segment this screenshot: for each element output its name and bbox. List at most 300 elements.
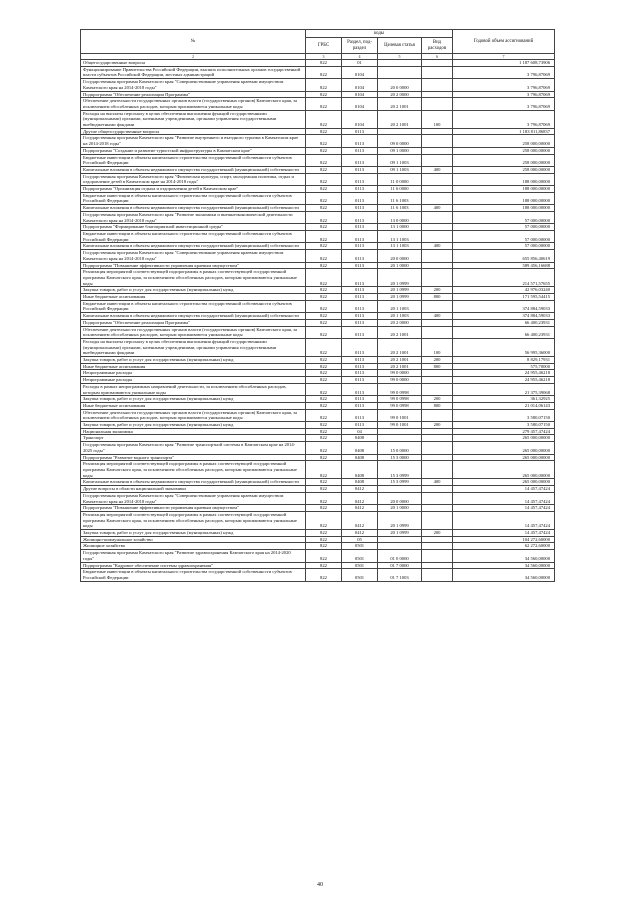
expense-type-code	[422, 91, 453, 98]
expense-type-code: 200	[422, 357, 453, 364]
amount: 42 976,03240	[453, 287, 555, 294]
table-row	[81, 250, 555, 262]
item-name: Государственная программа Камчатского края "Развитие экономики и внешнеэкономической деятельности Камчатского края на 2014-2018 годы"	[81, 211, 306, 223]
target-code	[378, 66, 422, 78]
table-row	[81, 562, 555, 569]
expense-type-code	[422, 409, 453, 421]
amount: 188 000,00000	[453, 205, 555, 212]
table-row	[81, 479, 555, 486]
table-row	[81, 224, 555, 231]
header-celevaya: Целевая статья	[378, 38, 422, 54]
expense-type-code	[422, 454, 453, 461]
grbs-code: 822	[306, 135, 342, 147]
target-code: 20 2 1001	[378, 338, 422, 356]
section-code: 0113	[342, 338, 378, 356]
table-row	[81, 357, 555, 364]
grbs-code: 822	[306, 98, 342, 110]
item-name: Бюджетные инвестиции в объекты капитального строительства государственной собственности субъектов Российской Федерации	[81, 192, 306, 204]
grbs-code: 822	[306, 110, 342, 128]
amount: 374 884,59033	[453, 313, 555, 320]
grbs-code: 822	[306, 192, 342, 204]
target-code: 99 0 0000	[378, 370, 422, 377]
table-row	[81, 454, 555, 461]
header-grbs: ГРБС	[306, 38, 342, 54]
section-code: 0408	[342, 454, 378, 461]
amount: 3 796,87069	[453, 98, 555, 110]
table-row	[81, 313, 555, 320]
expense-type-code	[422, 536, 453, 543]
grbs-code: 822	[306, 211, 342, 223]
section-code: 0113	[342, 205, 378, 212]
item-name: Реализация мероприятий соответствующей подпрограммы в рамках соответствующей государственной программы Камчатского края, за исключением обособленных расходов, которым присваиваются уникальные коды	[81, 269, 306, 287]
amount: 265 000,00000	[453, 479, 555, 486]
expense-type-code	[422, 128, 453, 135]
expense-type-code: 400	[422, 313, 453, 320]
target-code: 13 0 0000	[378, 211, 422, 223]
item-name: Подпрограмма "Формирование благоприятной инвестиционной среды"	[81, 224, 306, 231]
amount: 361,32925	[453, 396, 555, 403]
grbs-code: 822	[306, 338, 342, 356]
section-code: 0412	[342, 486, 378, 493]
grbs-code: 822	[306, 269, 342, 287]
target-code: 20 0 0000	[378, 79, 422, 91]
expense-type-code	[422, 230, 453, 242]
item-name: Другие вопросы в области национальной экономики	[81, 486, 306, 493]
table-row	[81, 492, 555, 504]
table-row	[81, 505, 555, 512]
target-code: 01 7 1003	[378, 569, 422, 581]
section-code: 0113	[342, 128, 378, 135]
table-row	[81, 110, 555, 128]
section-code: 0113	[342, 224, 378, 231]
item-name: Иные бюджетные ассигнования	[81, 402, 306, 409]
target-code: 15 0 0000	[378, 442, 422, 454]
section-code: 0113	[342, 230, 378, 242]
amount: 66 400,23931	[453, 319, 555, 326]
item-name: Государственная программа Камчатского края "Совершенствование управления краевым имуществом Камчатского края на 2014-2018 годы"	[81, 492, 306, 504]
item-name: Общегосударственные вопросы	[81, 60, 306, 67]
grbs-code: 822	[306, 454, 342, 461]
table-row	[81, 383, 555, 395]
expense-type-code: 400	[422, 205, 453, 212]
expense-type-code	[422, 300, 453, 312]
section-code: 0501	[342, 543, 378, 550]
section-code: 0113	[342, 422, 378, 429]
item-name: Бюджетные инвестиции в объекты капитального строительства государственной собственности субъектов Российской Федерации	[81, 230, 306, 242]
table-row	[81, 370, 555, 377]
expense-type-code: 100	[422, 110, 453, 128]
target-code: 11 0 0000	[378, 173, 422, 185]
amount: 62 272,60000	[453, 543, 555, 550]
expense-type-code: 400	[422, 243, 453, 250]
target-code: 20 2 0000	[378, 319, 422, 326]
expense-type-code	[422, 154, 453, 166]
grbs-code: 822	[306, 287, 342, 294]
table-row	[81, 338, 555, 356]
section-code: 0113	[342, 409, 378, 421]
table-row	[81, 428, 555, 435]
grbs-code: 822	[306, 128, 342, 135]
grbs-code: 822	[306, 243, 342, 250]
item-name: Закупка товаров, работ и услуг для государственных (муниципальных) нужд	[81, 422, 306, 429]
expense-type-code: 800	[422, 294, 453, 301]
section-code: 0113	[342, 147, 378, 154]
expense-type-code	[422, 383, 453, 395]
table-row	[81, 530, 555, 537]
amount: 258 000,00000	[453, 154, 555, 166]
item-name: Функционирование Правительства Российской Федерации, высших исполнительных органов государственной власти субъектов Российской Федерации, местных администраций	[81, 66, 306, 78]
section-code: 0113	[342, 173, 378, 185]
target-code: 99 0 1001	[378, 409, 422, 421]
grbs-code: 822	[306, 319, 342, 326]
grbs-code: 822	[306, 428, 342, 435]
section-code: 0113	[342, 319, 378, 326]
expense-type-code	[422, 428, 453, 435]
item-name: Капитальные вложения в объекты недвижимого имущества государственной (муниципальной) собственности	[81, 313, 306, 320]
item-name: Подпрограмма "Повышение эффективности управления краевым имуществом"	[81, 262, 306, 269]
expense-type-code	[422, 569, 453, 581]
target-code: 99 0 0998	[378, 396, 422, 403]
target-code: 13 1 0000	[378, 224, 422, 231]
expense-type-code	[422, 505, 453, 512]
section-code: 0113	[342, 294, 378, 301]
target-code: 20 2 1001	[378, 110, 422, 128]
expense-type-code	[422, 173, 453, 185]
grbs-code: 822	[306, 530, 342, 537]
amount: 14 457,47424	[453, 492, 555, 504]
item-name: Государственная программа Камчатского края "Развитие внутреннего и въездного туризма в Камчатском крае на 2014-2018 годы"	[81, 135, 306, 147]
item-name: Закупка товаров, работ и услуг для государственных (муниципальных) нужд	[81, 396, 306, 403]
expense-type-code	[422, 326, 453, 338]
section-code: 0104	[342, 98, 378, 110]
grbs-code: 822	[306, 550, 342, 562]
grbs-code: 822	[306, 262, 342, 269]
target-code: 09 1 1003	[378, 154, 422, 166]
expense-type-code: 800	[422, 363, 453, 370]
target-code	[378, 536, 422, 543]
table-row	[81, 442, 555, 454]
item-name: Расходы на выплаты персоналу в целях обеспечения выполнения функций государственными (муниципальными) органами, казенными учреждениями, органами управления государственными внебюджетными фондами	[81, 338, 306, 356]
target-code: 01 0 0000	[378, 550, 422, 562]
expense-type-code	[422, 250, 453, 262]
expense-type-code: 400	[422, 479, 453, 486]
table-row	[81, 166, 555, 173]
target-code: 20 1 0999	[378, 511, 422, 529]
item-name: Иные бюджетные ассигнования	[81, 363, 306, 370]
item-name: Обеспечение деятельности государственных органов власти (государственных органов) Камчатского края, за исключением обособленных расходов, которым присваиваются уникальные коды	[81, 409, 306, 421]
column-index: 5	[378, 54, 422, 60]
expense-type-code	[422, 147, 453, 154]
table-row	[81, 91, 555, 98]
item-name: Подпрограмма "Организация отдыха и оздоровления детей в Камчатском крае"	[81, 186, 306, 193]
item-name: Подпрограмма "Создание и развитие туристской инфраструктуры в Камчатском крае"	[81, 147, 306, 154]
item-name: Непрограммные расходы	[81, 370, 306, 377]
section-code: 0104	[342, 110, 378, 128]
table-row	[81, 269, 555, 287]
item-name: Подпрограмма "Повышение эффективности управления краевым имуществом"	[81, 505, 306, 512]
expense-type-code	[422, 442, 453, 454]
section-code: 0104	[342, 66, 378, 78]
table-row	[81, 287, 555, 294]
expense-type-code	[422, 377, 453, 384]
grbs-code: 822	[306, 205, 342, 212]
table-row	[81, 319, 555, 326]
item-name: Национальная экономика	[81, 428, 306, 435]
grbs-code: 822	[306, 492, 342, 504]
section-code: 0412	[342, 505, 378, 512]
amount: 3 796,87069	[453, 66, 555, 78]
expense-type-code	[422, 562, 453, 569]
section-code: 0113	[342, 383, 378, 395]
budget-table	[80, 29, 555, 582]
table-row	[81, 294, 555, 301]
expense-type-code	[422, 66, 453, 78]
expense-type-code	[422, 135, 453, 147]
target-code: 20 0 0000	[378, 492, 422, 504]
grbs-code: 822	[306, 422, 342, 429]
amount: 589 456,16688	[453, 262, 555, 269]
table-row	[81, 422, 555, 429]
target-code: 09 0 0000	[378, 135, 422, 147]
expense-type-code	[422, 492, 453, 504]
expense-type-code	[422, 370, 453, 377]
grbs-code: 822	[306, 383, 342, 395]
table-row	[81, 147, 555, 154]
item-name: Закупка товаров, работ и услуг для государственных (муниципальных) нужд	[81, 287, 306, 294]
target-code: 99 0 0998	[378, 402, 422, 409]
amount: 24 955,46218	[453, 370, 555, 377]
section-code: 0113	[342, 402, 378, 409]
item-name: Иные бюджетные ассигнования	[81, 294, 306, 301]
target-code: 20 2 1001	[378, 357, 422, 364]
table-row	[81, 550, 555, 562]
section-code: 0412	[342, 492, 378, 504]
section-code: 0113	[342, 269, 378, 287]
expense-type-code	[422, 543, 453, 550]
item-name: Государственная программа Камчатского края "Совершенствование управления краевым имуществом Камчатского края на 2014-2018 годы"	[81, 79, 306, 91]
expense-type-code	[422, 262, 453, 269]
grbs-code: 822	[306, 409, 342, 421]
table-row	[81, 230, 555, 242]
table-row	[81, 300, 555, 312]
expense-type-code	[422, 186, 453, 193]
amount: 3 796,87069	[453, 79, 555, 91]
expense-type-code: 200	[422, 422, 453, 429]
section-code: 04	[342, 428, 378, 435]
table-row	[81, 569, 555, 581]
expense-type-code	[422, 435, 453, 442]
grbs-code: 822	[306, 435, 342, 442]
expense-type-code: 200	[422, 530, 453, 537]
expense-type-code: 400	[422, 166, 453, 173]
column-index: 4	[342, 54, 378, 60]
amount: 34 560,00000	[453, 569, 555, 581]
section-code: 0113	[342, 186, 378, 193]
amount: 34 560,00000	[453, 550, 555, 562]
section-code: 0408	[342, 479, 378, 486]
section-code: 0113	[342, 135, 378, 147]
table-row	[81, 66, 555, 78]
section-code: 0113	[342, 313, 378, 320]
grbs-code: 822	[306, 442, 342, 454]
item-name: Государственная программа Камчатского края "Развитие здравоохранения Камчатского края на 2014-2020 годы"	[81, 550, 306, 562]
grbs-code: 822	[306, 66, 342, 78]
amount: 104 272,60000	[453, 536, 555, 543]
amount: 188 000,00000	[453, 173, 555, 185]
item-name: Государственная программа Камчатского края "Развитие транспортной системы в Камчатском крае на 2014-2025 годы"	[81, 442, 306, 454]
section-code: 0104	[342, 79, 378, 91]
target-code: 20 0 0000	[378, 250, 422, 262]
header-num: №	[81, 30, 306, 54]
target-code: 20 2 0000	[378, 91, 422, 98]
grbs-code: 822	[306, 562, 342, 569]
section-code: 0104	[342, 91, 378, 98]
grbs-code: 822	[306, 543, 342, 550]
target-code	[378, 543, 422, 550]
amount: 8 829,17931	[453, 357, 555, 364]
table-row	[81, 363, 555, 370]
amount: 3 580,07150	[453, 409, 555, 421]
grbs-code: 822	[306, 173, 342, 185]
grbs-code: 822	[306, 402, 342, 409]
section-code: 0113	[342, 363, 378, 370]
table-row	[81, 461, 555, 479]
header-vid: Вид расходов	[422, 38, 453, 54]
table-row	[81, 135, 555, 147]
table-row	[81, 377, 555, 384]
expense-type-code: 800	[422, 402, 453, 409]
amount: 14 457,47424	[453, 505, 555, 512]
amount: 57 000,00000	[453, 243, 555, 250]
grbs-code: 822	[306, 326, 342, 338]
target-code: 15 3 0000	[378, 454, 422, 461]
target-code: 09 1 0000	[378, 147, 422, 154]
target-code: 11 6 0000	[378, 186, 422, 193]
table-row	[81, 79, 555, 91]
amount: 1 187 608,73906	[453, 60, 555, 67]
target-code: 11 6 1003	[378, 205, 422, 212]
amount: 57 000,00000	[453, 211, 555, 223]
expense-type-code	[422, 211, 453, 223]
section-code: 0113	[342, 377, 378, 384]
amount: 14 457,47424	[453, 511, 555, 529]
target-code: 99 0 0000	[378, 377, 422, 384]
table-row	[81, 326, 555, 338]
grbs-code: 822	[306, 166, 342, 173]
section-code: 0113	[342, 243, 378, 250]
section-code: 0113	[342, 166, 378, 173]
target-code: 15 3 0999	[378, 479, 422, 486]
grbs-code: 822	[306, 357, 342, 364]
item-name: Бюджетные инвестиции в объекты капитального строительства государственной собственности субъектов Российской Федерации	[81, 154, 306, 166]
section-code: 0113	[342, 370, 378, 377]
section-code: 0113	[342, 287, 378, 294]
expense-type-code	[422, 486, 453, 493]
target-code: 20 2 1001	[378, 326, 422, 338]
item-name: Транспорт	[81, 435, 306, 442]
amount: 1 183 811,86837	[453, 128, 555, 135]
header-codes: коды	[306, 30, 453, 38]
target-code	[378, 128, 422, 135]
table-row	[81, 128, 555, 135]
section-code: 0412	[342, 530, 378, 537]
amount: 171 595,54415	[453, 294, 555, 301]
section-code: 0113	[342, 211, 378, 223]
item-name: Обеспечение деятельности государственных органов власти (государственных органов) Камчатского края, за исключением обособленных расходов, которым присваиваются уникальные коды	[81, 98, 306, 110]
expense-type-code	[422, 192, 453, 204]
item-name: Бюджетные инвестиции в объекты капитального строительства государственной собственности субъектов Российской Федерации	[81, 300, 306, 312]
section-code: 0501	[342, 550, 378, 562]
target-code: 20 1 0999	[378, 294, 422, 301]
amount: 655 856,40619	[453, 250, 555, 262]
target-code: 99 0 0998	[378, 383, 422, 395]
expense-type-code	[422, 319, 453, 326]
grbs-code: 822	[306, 224, 342, 231]
table-row	[81, 60, 555, 67]
grbs-code: 822	[306, 479, 342, 486]
section-code: 0113	[342, 357, 378, 364]
item-name: Государственная программа Камчатского края "Совершенствование управления краевым имуществом Камчатского края на 2014-2018 годы"	[81, 250, 306, 262]
section-code: 0501	[342, 569, 378, 581]
item-name: Капитальные вложения в объекты недвижимого имущества государственной (муниципальной) собственности	[81, 243, 306, 250]
grbs-code: 822	[306, 486, 342, 493]
section-code: 0113	[342, 326, 378, 338]
item-name: Расходы на выплаты персоналу в целях обеспечения выполнения функций государственными (муниципальными) органами, казенными учреждениями, органами управления государственными внебюджетными фондами	[81, 110, 306, 128]
grbs-code: 822	[306, 60, 342, 67]
amount: 188 000,00000	[453, 186, 555, 193]
grbs-code: 822	[306, 313, 342, 320]
amount: 258 000,00000	[453, 166, 555, 173]
item-name: Закупка товаров, работ и услуг для государственных (муниципальных) нужд	[81, 357, 306, 364]
grbs-code: 822	[306, 569, 342, 581]
section-code: 0113	[342, 300, 378, 312]
amount: 188 000,00000	[453, 192, 555, 204]
amount: 24 955,46218	[453, 377, 555, 384]
section-code: 0113	[342, 154, 378, 166]
target-code: 09 1 1003	[378, 166, 422, 173]
grbs-code: 822	[306, 91, 342, 98]
expense-type-code	[422, 550, 453, 562]
target-code: 20 2 1001	[378, 363, 422, 370]
item-name: Обеспечение деятельности государственных органов власти (государственных органов) Камчатского края, за исключением обособленных расходов, которым присваиваются уникальные коды	[81, 326, 306, 338]
section-code: 0412	[342, 511, 378, 529]
section-code: 01	[342, 60, 378, 67]
expense-type-code	[422, 269, 453, 287]
target-code: 13 1 1003	[378, 243, 422, 250]
target-code: 20 1 1003	[378, 300, 422, 312]
page-number: 40	[317, 882, 323, 888]
item-name: Капитальные вложения в объекты недвижимого имущества государственной (муниципальной) собственности	[81, 479, 306, 486]
amount: 3 796,87069	[453, 110, 555, 128]
item-name: Другие общегосударственные вопросы	[81, 128, 306, 135]
expense-type-code	[422, 60, 453, 67]
item-name: Подпрограмма "Обеспечение реализации Программы"	[81, 91, 306, 98]
amount: 66 400,23931	[453, 326, 555, 338]
grbs-code: 822	[306, 505, 342, 512]
section-code: 0408	[342, 435, 378, 442]
target-code: 20 1 0999	[378, 287, 422, 294]
table-row	[81, 435, 555, 442]
grbs-code: 822	[306, 370, 342, 377]
expense-type-code	[422, 98, 453, 110]
table-row	[81, 396, 555, 403]
target-code	[378, 428, 422, 435]
amount: 21 375,39068	[453, 383, 555, 395]
grbs-code: 822	[306, 230, 342, 242]
amount: 265 000,00000	[453, 442, 555, 454]
amount: 57 000,00000	[453, 224, 555, 231]
grbs-code: 822	[306, 536, 342, 543]
